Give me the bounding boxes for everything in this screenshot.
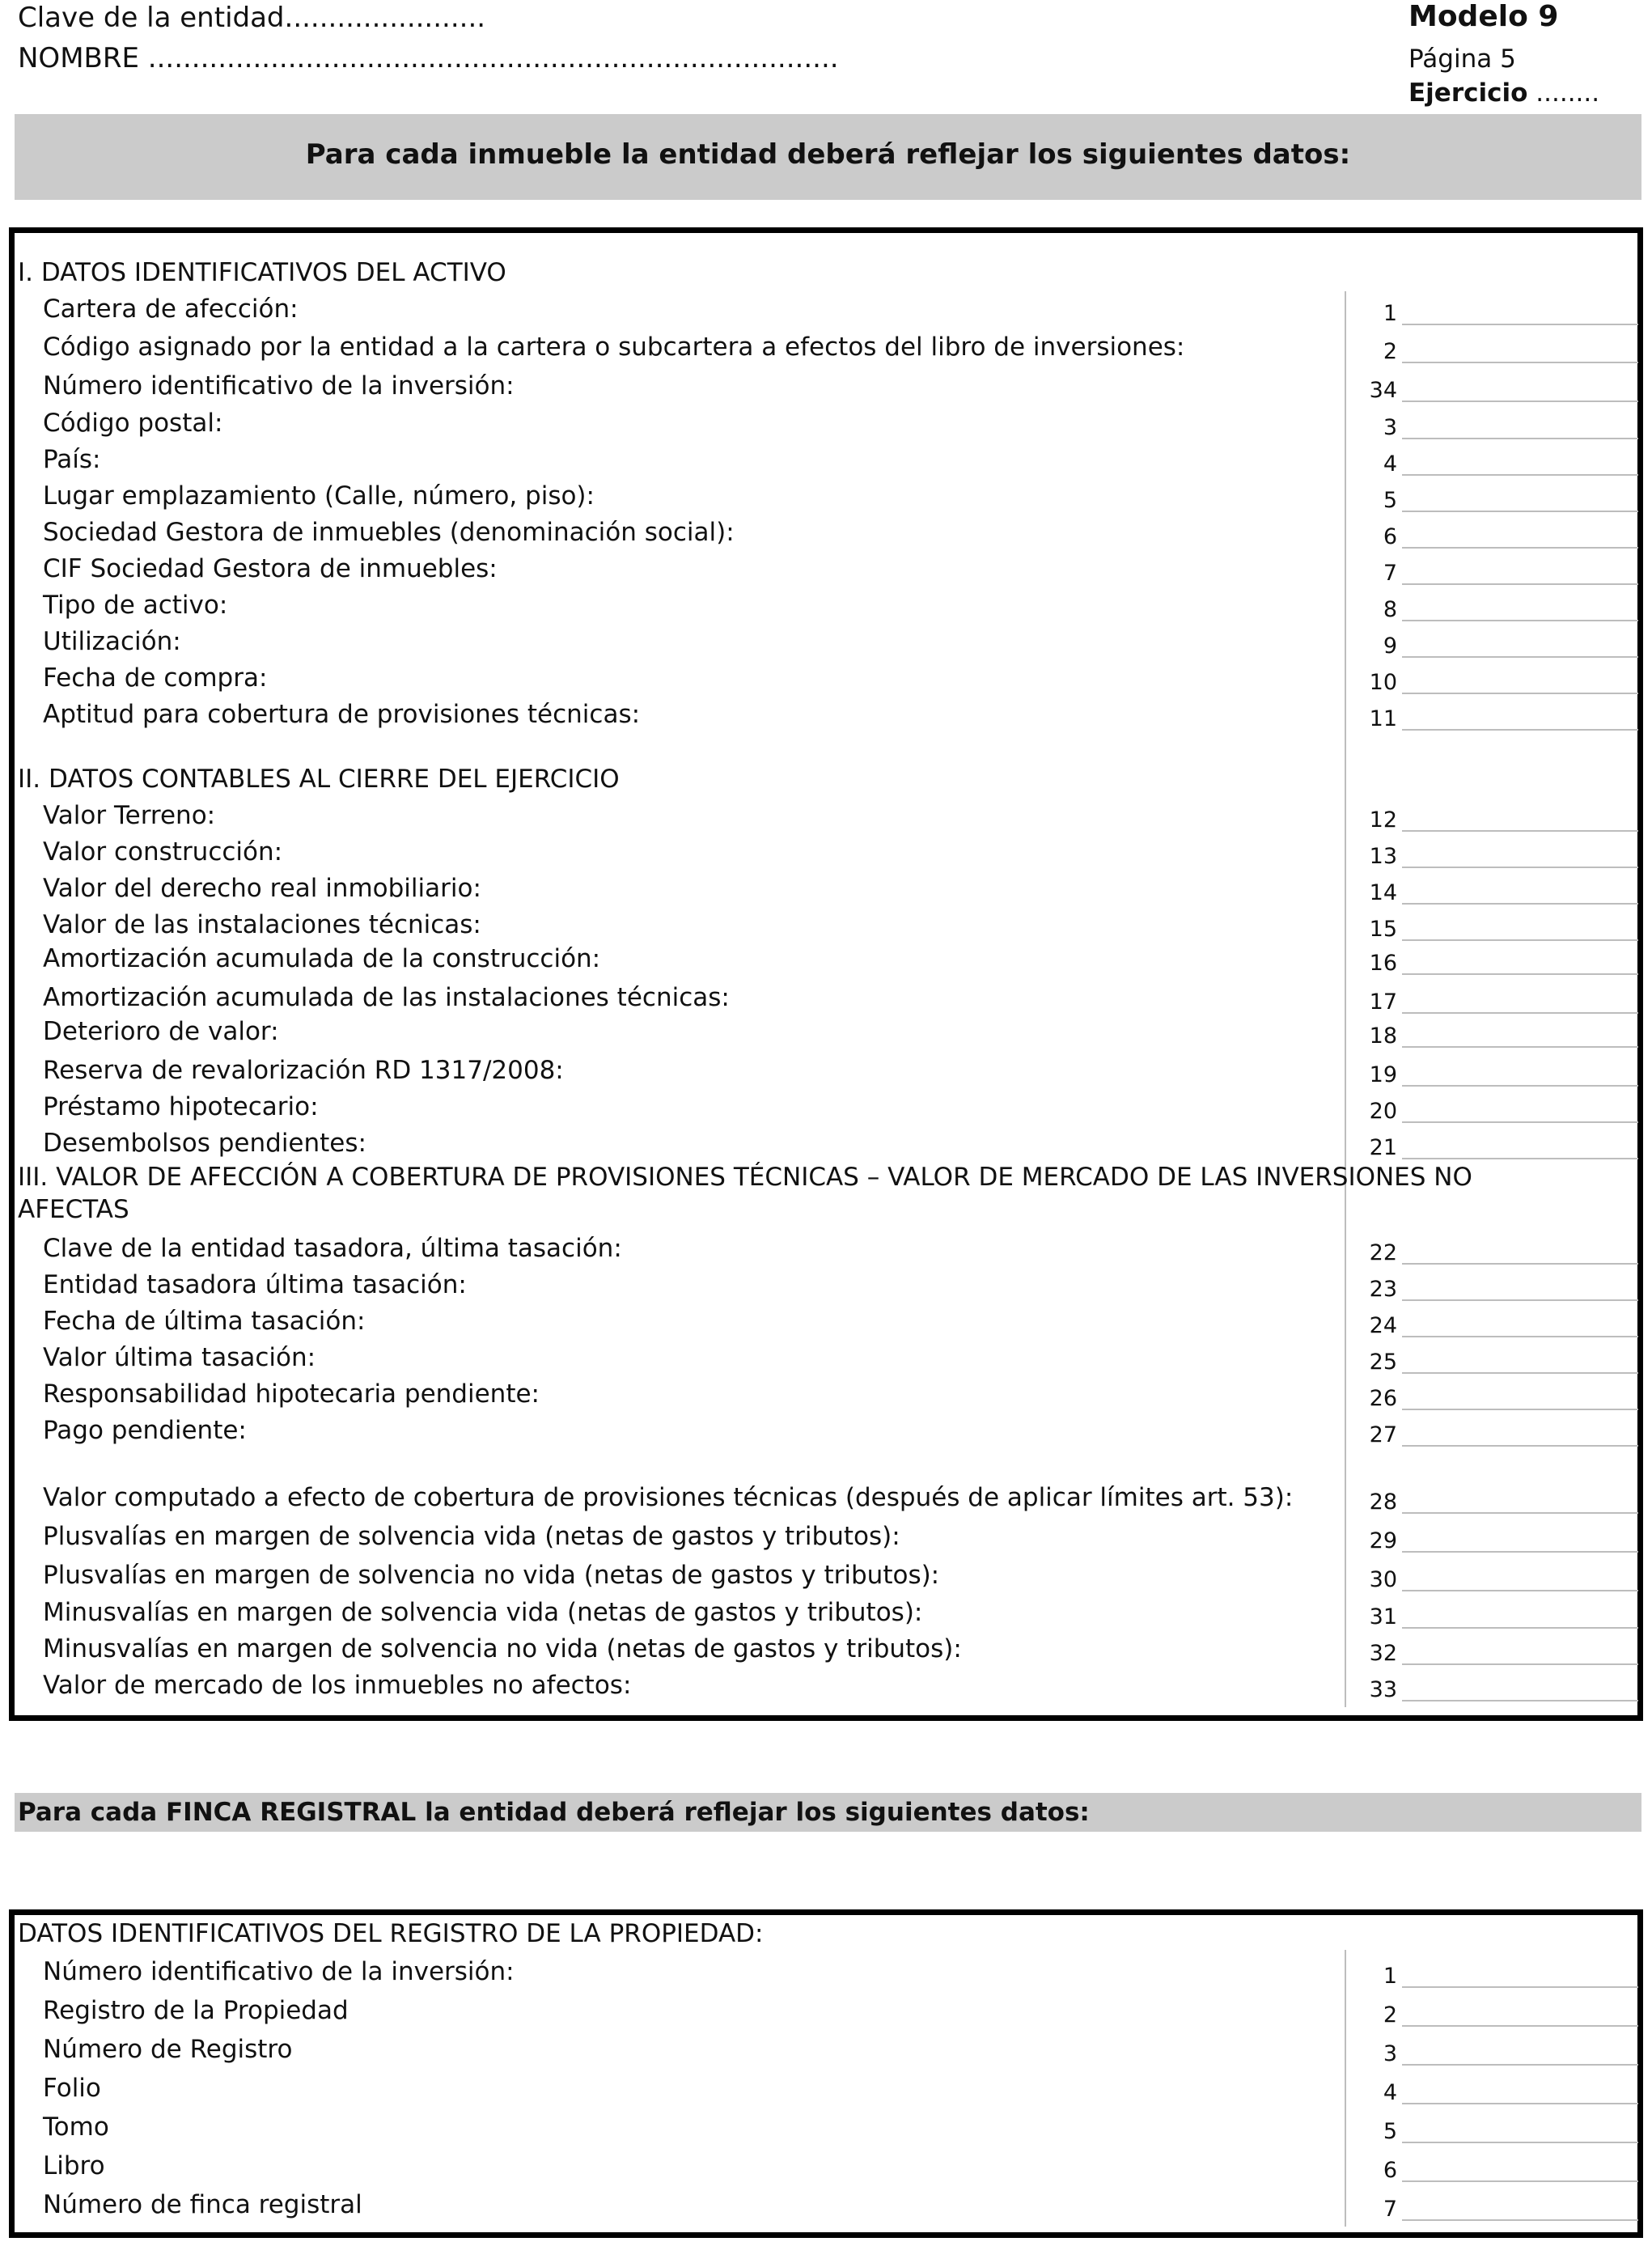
registry-field-number: 3 bbox=[1383, 2041, 1397, 2066]
valuation-field-number: 33 bbox=[1369, 1677, 1397, 1702]
asset-field-input-field[interactable] bbox=[1402, 326, 1638, 363]
asset-field-number: 8 bbox=[1383, 597, 1397, 622]
section-banner-text: Para cada inmueble la entidad deberá reflejar los siguientes datos: bbox=[305, 138, 1351, 171]
registry-field-input-field[interactable] bbox=[1402, 2145, 1638, 2182]
valuation-field-input-field[interactable] bbox=[1402, 1515, 1638, 1553]
registry-field-label: Folio bbox=[43, 2074, 101, 2103]
registry-field-label: Libro bbox=[43, 2151, 105, 2180]
valuation-field-label: Plusvalías en margen de solvencia vida (netas de gastos y tributos): bbox=[43, 1522, 900, 1551]
valuation-field-number: 23 bbox=[1369, 1277, 1397, 1302]
accounting-field-label: Deterioro de valor: bbox=[43, 1017, 279, 1046]
registry-banner-text: Para cada FINCA REGISTRAL la entidad deberá reflejar los siguientes datos: bbox=[18, 1798, 1090, 1827]
registry-field-label: Registro de la Propiedad bbox=[43, 1996, 349, 2025]
accounting-field-label: Valor del derecho real inmobiliario: bbox=[43, 874, 481, 903]
accounting-field-number: 17 bbox=[1369, 990, 1397, 1015]
valuation-field-label: Pago pendiente: bbox=[43, 1416, 247, 1445]
valuation-field-number: 29 bbox=[1369, 1528, 1397, 1553]
registry-field-number: 1 bbox=[1383, 1964, 1397, 1989]
valuation-field-input-field[interactable] bbox=[1402, 1554, 1638, 1591]
registry-field-label: Número de Registro bbox=[43, 2035, 293, 2064]
asset-field-input-field[interactable] bbox=[1402, 402, 1638, 439]
entity-key-label: Clave de la entidad....................... bbox=[18, 2, 486, 34]
accounting-field-input-field[interactable] bbox=[1402, 938, 1638, 975]
asset-field-input-field[interactable] bbox=[1402, 657, 1638, 694]
registry-field-label: Tomo bbox=[43, 2113, 109, 2142]
section-title: AFECTAS bbox=[18, 1195, 129, 1224]
asset-field-number: 2 bbox=[1383, 339, 1397, 364]
asset-field-label: Sociedad Gestora de inmuebles (denominación social): bbox=[43, 518, 735, 547]
accounting-field-number: 14 bbox=[1369, 880, 1397, 905]
valuation-field-input-field[interactable] bbox=[1402, 1409, 1638, 1447]
asset-field-number: 34 bbox=[1369, 378, 1397, 403]
registry-field-input-field[interactable] bbox=[1402, 2184, 1638, 2221]
accounting-field-number: 18 bbox=[1369, 1023, 1397, 1049]
accounting-field-number: 21 bbox=[1369, 1135, 1397, 1160]
valuation-field-number: 24 bbox=[1369, 1313, 1397, 1338]
valuation-field-input-field[interactable] bbox=[1402, 1477, 1638, 1514]
fiscal-year-value: ........ bbox=[1536, 78, 1600, 108]
asset-field-label: Código asignado por la entidad a la cartera o subcartera a efectos del libro de inversiones: bbox=[43, 333, 1185, 362]
accounting-field-input-field[interactable] bbox=[1402, 1086, 1638, 1123]
valuation-field-number: 32 bbox=[1369, 1641, 1397, 1666]
asset-field-input-field[interactable] bbox=[1402, 548, 1638, 585]
accounting-field-number: 20 bbox=[1369, 1099, 1397, 1124]
asset-field-label: Aptitud para cobertura de provisiones técnicas: bbox=[43, 700, 641, 729]
valuation-field-number: 28 bbox=[1369, 1490, 1397, 1515]
registry-field-input-field[interactable] bbox=[1402, 1951, 1638, 1988]
valuation-field-label: Valor última tasación: bbox=[43, 1343, 316, 1372]
accounting-field-input-field[interactable] bbox=[1402, 1122, 1638, 1159]
accounting-field-input-field[interactable] bbox=[1402, 977, 1638, 1014]
asset-field-input-field[interactable] bbox=[1402, 621, 1638, 658]
asset-field-number: 10 bbox=[1369, 670, 1397, 695]
asset-field-label: País: bbox=[43, 445, 101, 474]
valuation-field-label: Minusvalías en margen de solvencia no vida (netas de gastos y tributos): bbox=[43, 1634, 962, 1663]
asset-field-label: Número identificativo de la inversión: bbox=[43, 371, 515, 400]
accounting-field-number: 12 bbox=[1369, 807, 1397, 833]
asset-field-label: Código postal: bbox=[43, 409, 223, 438]
valuation-field-number: 30 bbox=[1369, 1567, 1397, 1592]
valuation-field-number: 25 bbox=[1369, 1350, 1397, 1375]
accounting-field-number: 16 bbox=[1369, 951, 1397, 976]
asset-field-input-field[interactable] bbox=[1402, 288, 1638, 325]
accounting-field-number: 15 bbox=[1369, 917, 1397, 942]
accounting-field-input-field[interactable] bbox=[1402, 795, 1638, 832]
registry-field-input-field[interactable] bbox=[1402, 2028, 1638, 2066]
asset-field-input-field[interactable] bbox=[1402, 511, 1638, 549]
registry-field-number: 6 bbox=[1383, 2158, 1397, 2183]
asset-field-number: 9 bbox=[1383, 634, 1397, 659]
registry-field-number: 2 bbox=[1383, 2002, 1397, 2028]
accounting-field-number: 13 bbox=[1369, 844, 1397, 869]
valuation-field-label: Plusvalías en margen de solvencia no vida (netas de gastos y tributos): bbox=[43, 1561, 940, 1590]
accounting-field-label: Valor construcción: bbox=[43, 837, 283, 867]
section-title: DATOS IDENTIFICATIVOS DEL REGISTRO DE LA PROPIEDAD: bbox=[18, 1919, 764, 1948]
valuation-field-label: Valor computado a efecto de cobertura de provisiones técnicas (después de aplicar límites art. 53): bbox=[43, 1483, 1294, 1512]
valuation-field-label: Fecha de última tasación: bbox=[43, 1307, 366, 1336]
asset-field-number: 6 bbox=[1383, 524, 1397, 549]
asset-field-input-field[interactable] bbox=[1402, 693, 1638, 731]
valuation-field-input-field[interactable] bbox=[1402, 1300, 1638, 1337]
accounting-field-label: Valor Terreno: bbox=[43, 801, 216, 830]
asset-field-label: CIF Sociedad Gestora de inmuebles: bbox=[43, 554, 498, 583]
valuation-field-input-field[interactable] bbox=[1402, 1264, 1638, 1301]
fiscal-year-label: Ejercicio bbox=[1408, 78, 1528, 108]
registry-field-input-field[interactable] bbox=[1402, 2067, 1638, 2104]
section-title: III. VALOR DE AFECCIÓN A COBERTURA DE PROVISIONES TÉCNICAS – VALOR DE MERCADO DE LAS INVERSIONES NO bbox=[18, 1163, 1472, 1192]
asset-field-number: 1 bbox=[1383, 301, 1397, 326]
entity-name-label: NOMBRE ............................................................................... bbox=[18, 42, 839, 74]
registry-field-input-field[interactable] bbox=[1402, 2106, 1638, 2143]
asset-field-input-field[interactable] bbox=[1402, 365, 1638, 402]
accounting-field-number: 19 bbox=[1369, 1062, 1397, 1087]
valuation-field-label: Entidad tasadora última tasación: bbox=[43, 1270, 467, 1299]
asset-field-number: 3 bbox=[1383, 415, 1397, 440]
accounting-field-input-field[interactable] bbox=[1402, 867, 1638, 905]
accounting-field-input-field[interactable] bbox=[1402, 1049, 1638, 1087]
registry-field-number: 5 bbox=[1383, 2119, 1397, 2144]
section-title: II. DATOS CONTABLES AL CIERRE DEL EJERCICIO bbox=[18, 765, 620, 794]
asset-field-input-field[interactable] bbox=[1402, 439, 1638, 476]
registry-field-number: 4 bbox=[1383, 2080, 1397, 2105]
accounting-field-label: Amortización acumulada de la construcción: bbox=[43, 944, 601, 973]
accounting-field-label: Amortización acumulada de las instalaciones técnicas: bbox=[43, 983, 730, 1012]
asset-field-number: 4 bbox=[1383, 451, 1397, 477]
section-title: I. DATOS IDENTIFICATIVOS DEL ACTIVO bbox=[18, 258, 506, 287]
page-number: Página 5 bbox=[1408, 44, 1516, 74]
asset-field-label: Fecha de compra: bbox=[43, 663, 268, 693]
valuation-field-input-field[interactable] bbox=[1402, 1373, 1638, 1410]
fiscal-year bbox=[1408, 78, 1599, 108]
asset-field-label: Lugar emplazamiento (Calle, número, piso): bbox=[43, 481, 595, 511]
accounting-field-label: Desembolsos pendientes: bbox=[43, 1129, 366, 1158]
asset-field-label: Cartera de afección: bbox=[43, 295, 299, 324]
asset-field-number: 5 bbox=[1383, 488, 1397, 513]
asset-field-label: Tipo de activo: bbox=[43, 591, 228, 620]
valuation-field-number: 22 bbox=[1369, 1240, 1397, 1265]
model-number: Modelo 9 bbox=[1408, 0, 1559, 33]
registry-field-label: Número de finca registral bbox=[43, 2190, 362, 2219]
valuation-field-label: Clave de la entidad tasadora, última tasación: bbox=[43, 1234, 622, 1263]
accounting-field-label: Reserva de revalorización RD 1317/2008: bbox=[43, 1056, 564, 1085]
valuation-field-label: Minusvalías en margen de solvencia vida (netas de gastos y tributos): bbox=[43, 1598, 923, 1627]
asset-field-number: 11 bbox=[1369, 706, 1397, 731]
registry-field-number: 7 bbox=[1383, 2197, 1397, 2222]
asset-field-input-field[interactable] bbox=[1402, 584, 1638, 621]
valuation-field-label: Valor de mercado de los inmuebles no afectos: bbox=[43, 1671, 632, 1700]
valuation-field-input-field[interactable] bbox=[1402, 1337, 1638, 1374]
accounting-field-input-field[interactable] bbox=[1402, 904, 1638, 941]
asset-field-label: Utilización: bbox=[43, 627, 181, 656]
valuation-field-number: 27 bbox=[1369, 1422, 1397, 1447]
accounting-field-label: Valor de las instalaciones técnicas: bbox=[43, 910, 481, 939]
valuation-field-input-field[interactable] bbox=[1402, 1664, 1638, 1701]
registry-field-label: Número identificativo de la inversión: bbox=[43, 1957, 515, 1986]
valuation-field-label: Responsabilidad hipotecaria pendiente: bbox=[43, 1379, 540, 1409]
accounting-field-label: Préstamo hipotecario: bbox=[43, 1092, 319, 1121]
valuation-field-number: 26 bbox=[1369, 1386, 1397, 1411]
accounting-field-input-field[interactable] bbox=[1402, 1011, 1638, 1048]
valuation-field-input-field[interactable] bbox=[1402, 1227, 1638, 1265]
asset-field-input-field[interactable] bbox=[1402, 475, 1638, 512]
valuation-field-input-field[interactable] bbox=[1402, 1628, 1638, 1665]
valuation-field-input-field[interactable] bbox=[1402, 1591, 1638, 1629]
registry-field-input-field[interactable] bbox=[1402, 1990, 1638, 2027]
valuation-field-number: 31 bbox=[1369, 1604, 1397, 1629]
asset-field-number: 7 bbox=[1383, 561, 1397, 586]
accounting-field-input-field[interactable] bbox=[1402, 831, 1638, 868]
